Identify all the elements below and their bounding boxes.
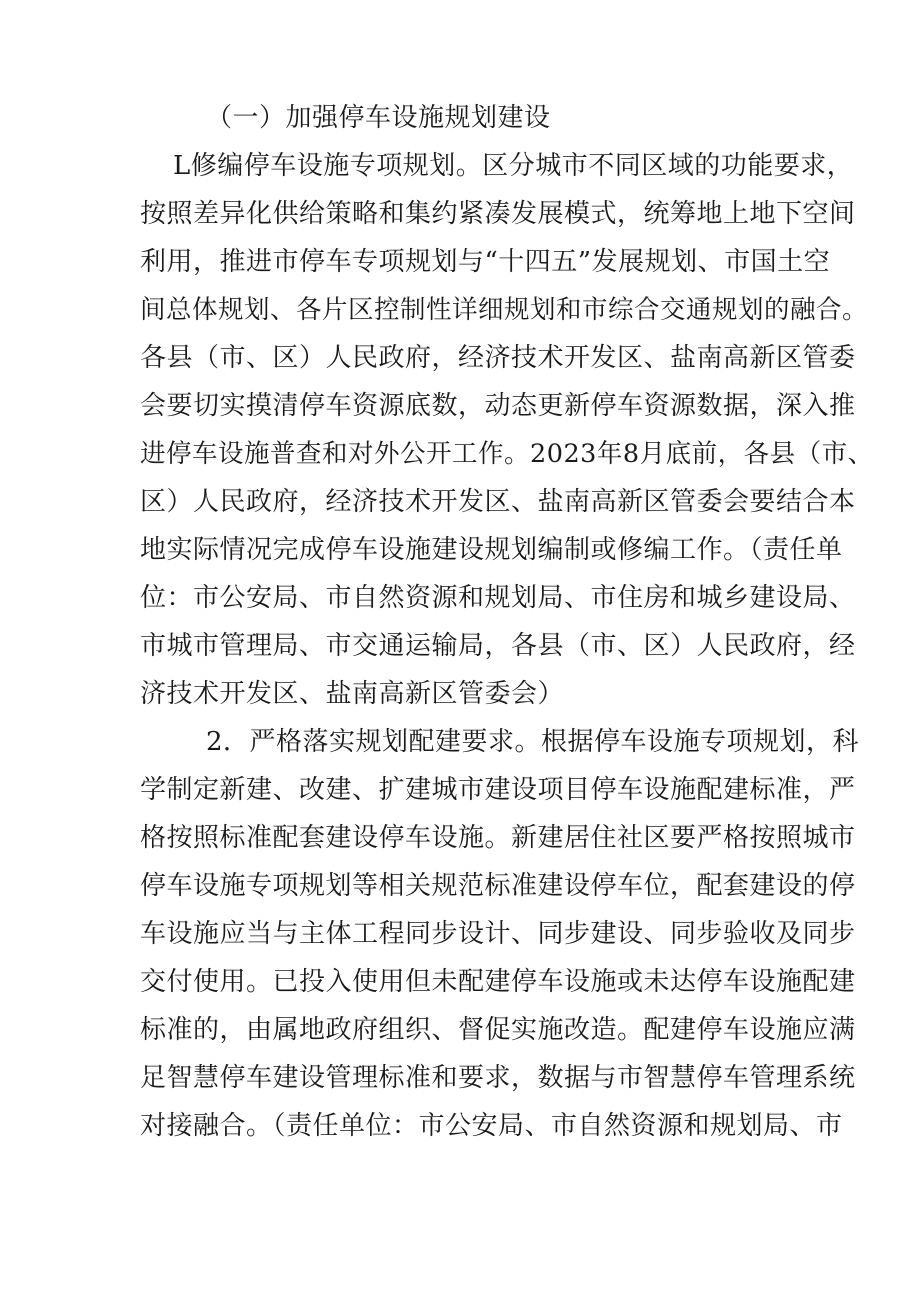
paragraph-line: 停车设施专项规划等相关规范标准建设停车位，配套建设的停 [140, 871, 856, 901]
paragraph-line: 会要切实摸清停车资源底数，动态更新停车资源数据，深入推 [140, 391, 856, 421]
paragraph-line: 对接融合。（责任单位：市公安局、市自然资源和规划局、市 [140, 1111, 843, 1141]
paragraph-line: 标准的，由属地政府组织、督促实施改造。配建停车设施应满 [140, 1015, 856, 1045]
paragraph-line: 学制定新建、改建、扩建城市建设项目停车设施配建标准，严 [140, 775, 856, 805]
paragraph-line: L修编停车设施专项规划。区分城市不同区域的功能要求， [173, 151, 854, 181]
paragraph-line: 市城市管理局、市交通运输局，各县（市、区）人民政府，经 [140, 631, 856, 661]
paragraph-line: 格按照标准配套建设停车设施。新建居住社区要严格按照城市 [140, 823, 856, 853]
paragraph-line: 地实际情况完成停车设施建设规划编制或修编工作。（责任单 [140, 535, 843, 565]
paragraph-line: 2．严格落实规划配建要求。根据停车设施专项规划，科 [206, 727, 860, 757]
paragraph-line: 利用，推进市停车专项规划与“十四五”发展规划、市国土空 [140, 247, 831, 277]
paragraph-line: 位：市公安局、市自然资源和规划局、市住房和城乡建设局、 [140, 583, 856, 613]
paragraph-line: 各县（市、区）人民政府，经济技术开发区、盐南高新区管委 [140, 343, 856, 373]
paragraph-line: 交付使用。已投入使用但未配建停车设施或未达停车设施配建 [140, 967, 856, 997]
paragraph-line: 区）人民政府，经济技术开发区、盐南高新区管委会要结合本 [140, 487, 856, 517]
paragraph-line: 间总体规划、各片区控制性详细规划和市综合交通规划的融合。 [140, 295, 869, 325]
paragraph-line: 进停车设施普查和对外公开工作。2023年8月底前，各县（市、 [140, 439, 874, 469]
paragraph-line: 足智慧停车建设管理标准和要求，数据与市智慧停车管理系统 [140, 1063, 856, 1093]
paragraph-line: 车设施应当与主体工程同步设计、同步建设、同步验收及同步 [140, 919, 856, 949]
paragraph-line: 按照差异化供给策略和集约紧凑发展模式，统筹地上地下空间 [140, 199, 856, 229]
paragraph-line: 济技术开发区、盐南高新区管委会） [140, 679, 565, 709]
section-heading: （一）加强停车设施规划建设 [206, 103, 551, 133]
